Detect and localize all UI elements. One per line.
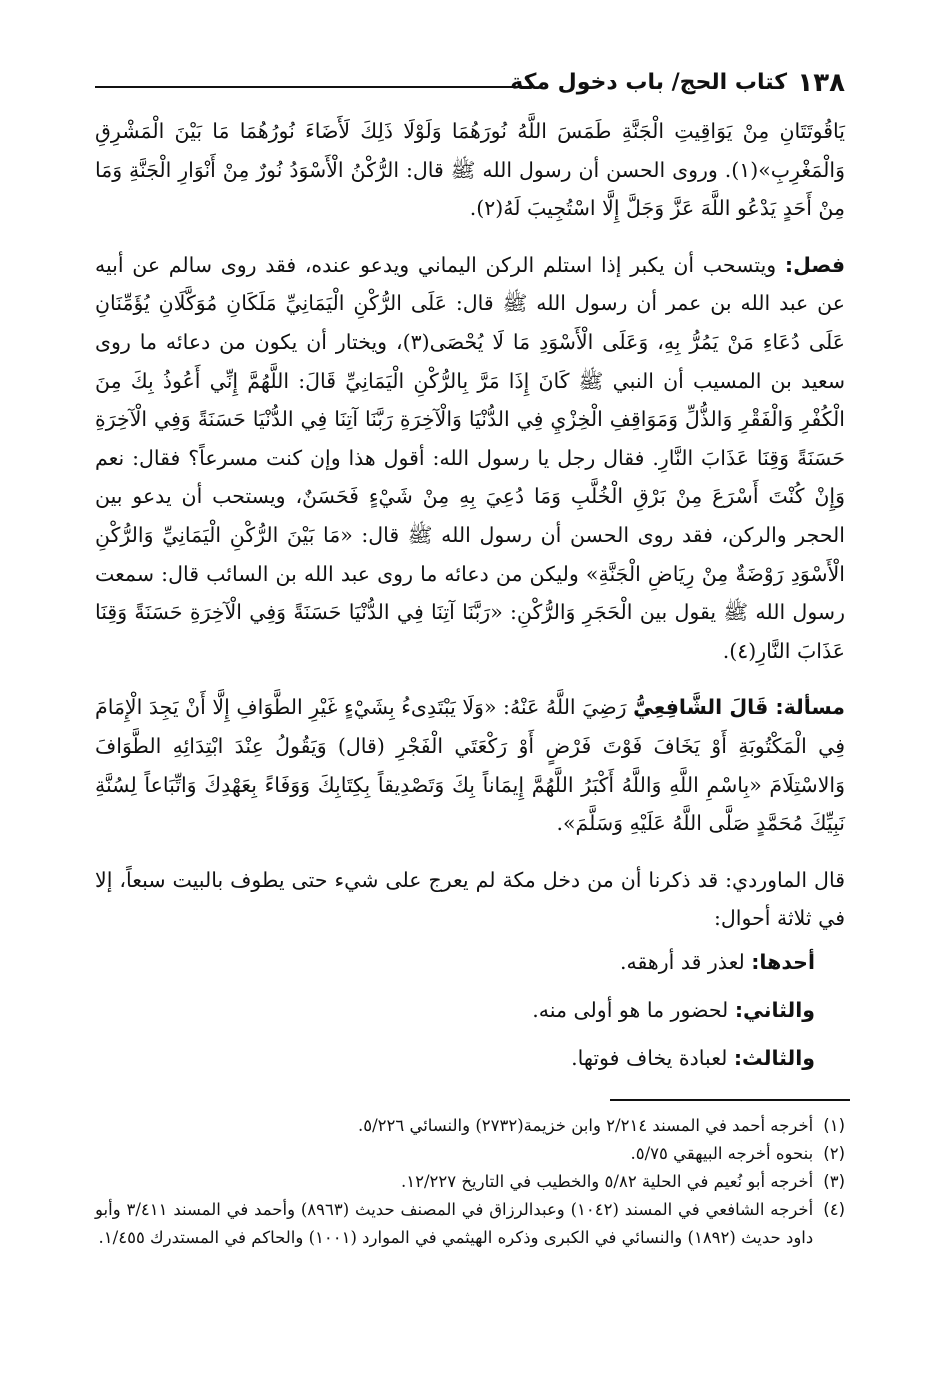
- paragraph-text: يَاقُوتَتَانِ مِنْ يَوَاقِيتِ الْجَنَّةِ طَمَسَ اللَّهُ نُورَهُمَا وَلَوْلَا ذَلِكَ لَأَضَاءَ نُورُهُمَا مَا بَيْنَ الْمَشْرِقِ وَالْمَغْرِبِ»(١). وروى الحسن أن رسول الله ﷺ قال: الرُّكْنُ الْأَسْوَدُ نُورٌ مِنْ أَنْوَارِ الْجَنَّةِ وَمَا مِنْ أَحَدٍ يَدْعُو اللَّهَ عَزَّ وَجَلَّ إِلَّا اسْتُجِيبَ لَهُ(٢).: [95, 119, 845, 221]
- footnote-rule: [610, 1099, 850, 1101]
- footnote-number: (٢): [823, 1144, 845, 1163]
- footnote: [95, 1168, 845, 1196]
- list-item-lead: والثاني:: [734, 997, 815, 1022]
- list-item: [95, 938, 845, 986]
- paragraph-masala: [95, 688, 845, 842]
- paragraph-text: ويتسحب أن يكبر إذا استلم الركن اليماني ويدعو عنده، فقد روى سالم عن أبيه عن عبد الله بن عمر أن رسول الله ﷺ قال: عَلَى الرُّكْنِ الْيَمَانِيِّ مَلَكَانِ مُوَكَّلَانِ يُؤَمِّنَانِ عَلَى دُعَاءِ مَنْ يَمُرُّ بِهِ، وَعَلَى الْأَسْوَدِ مَا لَا يُحْصَى(٣)، ويختار أن يكون من دعائه ما روى سعيد بن المسيب أن النبي ﷺ كَانَ إِذَا مَرَّ بِالرُّكْنِ الْيَمَانِيِّ قَالَ: اللَّهُمَّ إِنِّي أَعُوذُ بِكَ مِنَ الْكُفْرِ وَالْفَقْرِ وَالذُّلِّ وَمَوَاقِفِ الْخِزْيِ فِي الدُّنْيَا وَالْآخِرَةِ رَبَّنَا آتِنَا فِي الدُّنْيَا حَسَنَةً وَفِي الْآخِرَةِ حَسَنَةً وَقِنَا عَذَابَ النَّارِ. فقال رجل يا رسول الله: أقول هذا وإن كنت مسرعاً؟ فقال: نعم وَإِنْ كُنْتَ أَسْرَعَ مِنْ بَرْقِ الْخُلَّبِ وَمَا دُعِيَ بِهِ مِنْ شَيْءٍ فَحَسَنٌ، ويستحب أن يدعو بين الحجر والركن، فقد روى الحسن أن رسول الله ﷺ قال: «مَا بَيْنَ الرُّكْنِ الْيَمَانِيِّ وَالرُّكْنِ الْأَسْوَدِ رَوْضَةٌ مِنْ رِيَاضِ الْجَنَّةِ» وليكن من دعائه ما روى عبد الله بن السائب قال: سمعت رسول الله ﷺ يقول بين الْحَجَرِ وَالرُّكْنِ: «رَبَّنَا آتِنَا فِي الدُّنْيَا حَسَنَةً وَفِي الْآخِرَةِ حَسَنَةً وَقِنَا عَذَابَ النَّارِ(٤).: [95, 252, 845, 663]
- running-title: كتاب الحج/ باب دخول مكة: [510, 70, 787, 95]
- section-lead-masala: مسألة: قَالَ الشَّافِعِيُّ: [633, 695, 845, 720]
- list-item-lead: أحدها:: [751, 949, 815, 974]
- paragraph-text: قال الماوردي: قد ذكرنا أن من دخل مكة لم يعرج على شيء حتى يطوف بالبيت سبعاً، إلا في ثلاثة أحوال:: [95, 867, 845, 931]
- footnote-number: (٤): [823, 1200, 845, 1219]
- list-item-lead: والثالث:: [733, 1045, 815, 1070]
- page-header: [95, 64, 845, 104]
- footnote-text: بنحوه أخرجه البيهقي ٥/٧٥.: [630, 1144, 814, 1163]
- paragraph-mawardi: [95, 861, 845, 938]
- footnote-text: أخرجه أبو نُعيم في الحلية ٥/٨٢ والخطيب في التاريخ ١٢/٢٢٧.: [401, 1172, 814, 1191]
- paragraph-fasl: [95, 246, 845, 671]
- list-item-text: لعبادة يخاف فوتها.: [571, 1045, 734, 1070]
- list-item-text: لعذر قد أرهقه.: [620, 949, 752, 974]
- footnote: [95, 1112, 845, 1140]
- list-item: [95, 1034, 845, 1082]
- paragraph-hadith-yaqut: [95, 112, 845, 228]
- paragraph-text: رَضِيَ اللَّهُ عَنْهُ: «وَلَا يَبْتَدِىءُ بِشَيْءٍ غَيْرِ الطَّوَافِ إِلَّا أَنْ يَجِدَ الْإِمَامَ فِي الْمَكْتُوبَةِ أَوْ يَخَافَ فَوْتَ فَرْضٍ أَوْ رَكْعَتَي الْفَجْرِ (قال) وَيَقُولُ عِنْدَ ابْتِدَائِهِ الطَّوَافَ وَالاسْتِلَامَ «بِاسْمِ اللَّهِ وَاللَّهُ أَكْبَرُ اللَّهُمَّ إِيمَاناً بِكَ وَتَصْدِيقاً بِكِتَابِكَ وَوَفَاءً بِعَهْدِكَ وَاتِّبَاعاً لِسُنَّةِ نَبِيِّكَ مُحَمَّدٍ صَلَّى اللَّهُ عَلَيْهِ وَسَلَّمَ».: [95, 695, 845, 836]
- main-text: [95, 112, 845, 1082]
- footnotes: [95, 1112, 845, 1252]
- section-lead-fasl: فصل:: [784, 252, 845, 277]
- header-rule: [95, 86, 533, 88]
- footnote-text: أخرجه الشافعي في المسند (١٠٤٢) وعبدالرزاق في المصنف حديث (٨٩٦٣) وأحمد في المسند ٣/٤١١ وأبو داود حديث (١٨٩٢) والنسائي في الكبرى وذكره الهيثمي في الموارد (١٠٠١) والحاكم في المستدرك ١/٤٥٥.: [95, 1200, 814, 1247]
- footnote: [95, 1196, 845, 1252]
- list-item: [95, 986, 845, 1034]
- list-item-text: لحضور ما هو أولى منه.: [532, 997, 735, 1022]
- conditions-list: [95, 938, 845, 1082]
- footnote-number: (٣): [823, 1172, 845, 1191]
- footnote: [95, 1140, 845, 1168]
- footnote-number: (١): [823, 1116, 845, 1135]
- page-number: ١٣٨: [797, 68, 845, 98]
- footnote-text: أخرجه أحمد في المسند ٢/٢١٤ وابن خزيمة(٢٧٣٢) والنسائي ٥/٢٢٦.: [357, 1116, 814, 1135]
